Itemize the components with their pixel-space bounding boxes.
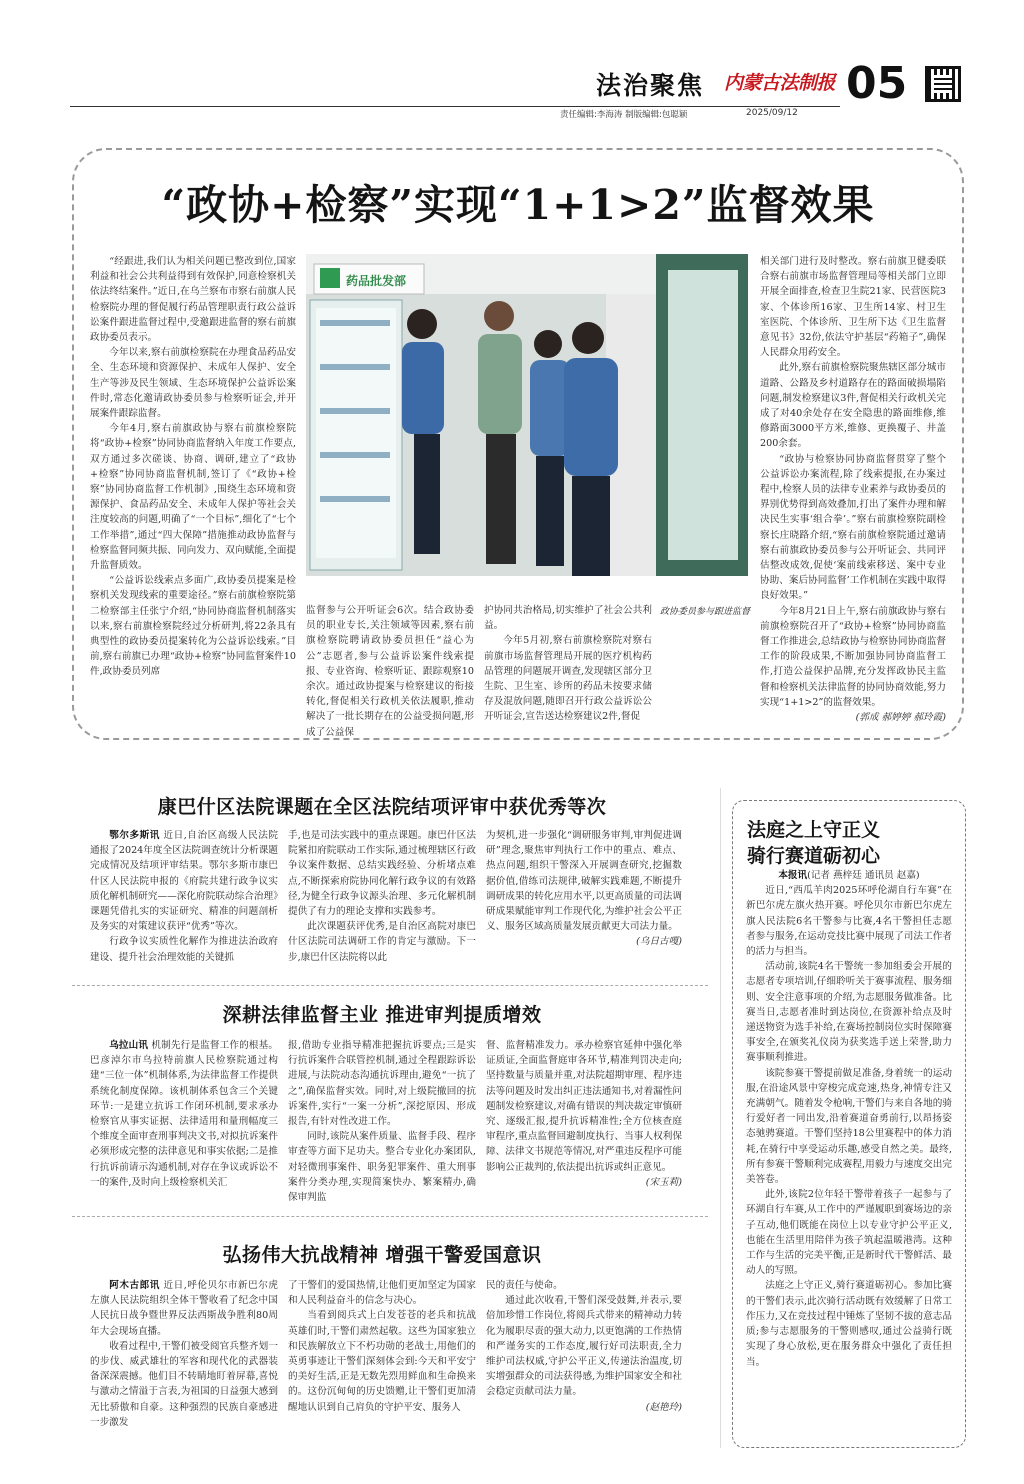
article3-byline: (宋玉莉) — [645, 1176, 682, 1188]
article2-paragraph: 行政争议实质性化解作为推进法治政府建设、提升社会治理效能的关键抓 — [90, 936, 278, 963]
article4-dateline: 阿木古郎讯 — [109, 1280, 160, 1291]
masthead-rule — [70, 106, 840, 107]
sidebar-reporters: (记者 燕梓廷 通讯员 赵嘉) — [807, 870, 920, 881]
article3-paragraph: 同时,该院从案件质量、监督手段、程序审查等方面下足功夫。整合专业化办案团队,对轻微刑事案件、职务犯罪案件、重大刑事案件分类办理,实现简案快办、繁案精办,确保审判监 — [288, 1131, 476, 1204]
lead-column-2 — [306, 603, 474, 738]
article4-paragraph: 了干警们的爱国热情,让他们更加坚定为国家和人民利益奋斗的信念与决心。 — [288, 1280, 476, 1307]
article2-paragraph: 为契机,进一步强化“调研服务审判,审判促进调研”理念,聚焦审判执行工作中的重点、难点、热点问题,组织干警深入开展调查研究,挖掘数据价值,借练司法规律,破解实践难题,不断提升调研成果的转化应用水平,以更高质量的司法调研成果赋能审判工作现代化,为维护社会公平正义、服务区域高质量发展贡献更大司法力量。 — [486, 830, 682, 933]
lead-paragraph: “政协与检察协同协商监督贯穿了整个公益诉讼办案流程,除了线索提报,在办案过程中,检察人员的法律专业素养与政协委员的界别优势得到高效叠加,打出了案件办理和解决民生实事‘组合拳’。”察右前旗检察院副检察长庄晓路介绍,“察右前旗检察院通过邀请察右前旗政协委员参与公开听证会、共同评估整改成效,促使‘案前线索移送、案中专业协助、案后协同监督’工作机制在实践中取得良好效果。” — [760, 453, 946, 602]
lead-headline: “政协+检察”实现“1+1>2”监督效果 — [161, 181, 875, 229]
section-divider — [72, 985, 708, 986]
article3-dateline: 乌拉山讯 — [109, 1040, 149, 1051]
sidebar-paragraph: 此外,该院2位年轻干警带着孩子一起参与了环湖自行车赛,从工作中的严谨履职到赛场边的亲子互动,他们既能在岗位上以专业守护公平正义,也能在生活里用陪伴为孩子筑起温暖港湾。这种工作与生活的完美平衡,正是新时代干警鲜活、最动人的写照。 — [746, 1189, 952, 1277]
column-rule — [720, 788, 721, 1448]
article4-column-3 — [486, 1278, 682, 1444]
lead-paragraph: 今年8月21日上午,察右前旗政协与察右前旗检察院召开了“政协+检察”协同协商监督工作推进会,总结政协与检察协同协商监督工作的阶段成果,不断加强协同协商监督工作,打造公益保护品牌,充分发挥政协民主监督和检察机关法律监督的协同协商效能,努力实现“1+1>2”的监督效果。 — [760, 605, 946, 708]
sidebar-title-line-2: 骑行赛道砺初心 — [747, 845, 881, 867]
article2-paragraph: 此次课题获评优秀,是自治区高院对康巴什区法院司法调研工作的肯定与激励。下一步,康巴什区法院将以此 — [288, 921, 476, 963]
lead-photo — [306, 254, 748, 576]
lead-column-4 — [760, 254, 946, 732]
article3-headline: 深耕法律监督主业 推进审判提质增效 — [222, 1004, 542, 1026]
sidebar-paragraph: 该院参赛干警提前做足准备,身着统一的运动服,在沿途风景中穿梭完成竞速,热身,神情专注又充满朝气。随着发令枪响,干警们与来自各地的骑行爱好者一同出发,沿着赛道奋勇前行,以昂扬姿态驰骋赛道。干警们坚持18公里赛程中的体力消耗,在骑行中享受运动乐趣,感受自然之美。最终,所有参赛干警顺利完成赛程,用毅力与速度交出完美答卷。 — [746, 1067, 952, 1186]
article2-dateline: 鄂尔多斯讯 — [109, 830, 160, 841]
article2-headline: 康巴什区法院课题在全区法院结项评审中获优秀等次 — [157, 796, 607, 818]
article3-paragraph: 督、监督精准发力。承办检察官延伸中强化举证质证,全面监督庭审各环节,精准判罚决走向;坚持数量与质量并重,对法院超期审理、程序违法等问题及时发出纠正违法通知书,对着漏性问题制发检察建议,对确有错误的判决裁定审慎研究、逐级汇报,提升抗诉精准性;全方位核查庭审程序,重点监督回避制度执行、当事人权利保障、法律文书规范等情况,对严重违反程序可能影响公正裁判的,依法提出抗诉或纠正意见。 — [486, 1040, 682, 1173]
qr-code-icon — [925, 66, 961, 102]
lead-column-1 — [90, 254, 296, 724]
page-number: 05 — [846, 58, 908, 109]
article2-column-1 — [90, 828, 278, 972]
sidebar-title — [747, 817, 880, 869]
masthead — [0, 58, 1024, 122]
lead-paragraph: “公益诉讼线索点多面广,政协委员提案是检察机关发现线索的重要途径。”察右前旗检察院第二检察部主任张宁介绍,“协同协商监督机制落实以来,察右前旗检察院经过分析研判,将22条具有典型性的政协委员提案转化为公益诉讼线索。”目前,察右前旗已办理“政协+检察”协同监督案件10件,政协委员列席 — [90, 575, 296, 678]
article4-paragraph: 通过此次收看,干警们深受鼓舞,并表示,要倍加珍惜工作岗位,将阅兵式带来的精神动力转化为履职尽责的强大动力,以更饱满的工作热情和严谨务实的工作态度,履行好司法职责,全力维护司法权威,守护公平正义,传递法治温度,切实增强群众的司法获得感,为维护国家安全和社会稳定贡献司法力量。 — [486, 1295, 682, 1398]
newspaper-logo: 内蒙古法制报 — [724, 72, 836, 94]
article3-text: 机制先行是监督工作的根基。巴彦淖尔市乌拉特前旗人民检察院通过构建“三位一体”机制体系,为法律监督工作提供系统化制度保障。该机制体系包含三个关键环节:一是建立抗诉工作闭环机制,要求承办检察官从事实证据、法律适用和量刑幅度三个维度全面审查刑事判决文书,对拟抗诉案件必须形成完整的法律意见和事实依据;二是推行抗诉前请示沟通机制,对存在争议或诉讼不一的案件,及时向上级检察机关汇 — [90, 1040, 278, 1188]
sidebar-paragraph: 近日,“西瓜羊肉2025环呼伦湖自行车赛”在新巴尔虎左旗火热开赛。呼伦贝尔市新巴尔虎左旗人民法院6名干警参与比赛,4名干警担任志愿者参与服务,在运动竞技比赛中展现了司法工作者的活力与担当。 — [746, 885, 952, 958]
photo-caption: 政协委员参与跟进监督 — [659, 607, 750, 617]
article4-text: 近日,呼伦贝尔市新巴尔虎左旗人民法院组织全体干警收看了纪念中国人民抗日战争暨世界反法西斯战争胜利80周年大会现场直播。 — [90, 1280, 278, 1337]
article2-byline: (乌日古嘎) — [636, 936, 682, 948]
article3-column-2 — [288, 1038, 476, 1204]
lead-paragraph: 相关部门进行及时整改。察右前旗卫健委联合察右前旗市场监督管理局等相关部门立即开展全面排查,检查卫生院21家、民营医院3家、个体诊所16家、卫生所14家、村卫生室医院、个体诊所、卫生所下达《卫生监督意见书》32份,依法守护基层“药箱子”,确保人民群众用药安全。 — [760, 256, 946, 359]
article3-column-3 — [486, 1038, 682, 1204]
lead-byline: (郭成 郝婷婷 郝玲霞) — [855, 712, 946, 724]
pharmacy-sign: 药品批发部 — [346, 274, 407, 288]
sidebar-paragraph: 法庭之上守正义,骑行赛道砺初心。参加比赛的干警们表示,此次骑行活动既有效缓解了日常工作压力,又在竞技过程中锤炼了坚韧不拔的意志品质;参与志愿服务的干警则感叹,通过公益骑行既实现了身心放松,更在服务群众中强化了责任担当。 — [746, 1280, 952, 1368]
issue-date: 2025/09/12 — [746, 108, 798, 118]
article2-column-2 — [288, 828, 476, 972]
article3-column-1 — [90, 1038, 278, 1198]
lead-column-3 — [484, 603, 652, 729]
article2-paragraph: 手,也是司法实践中的重点课题。康巴什区法院紧扣府院联动工作实际,通过梳理辖区行政争议案件数据、总结实践经验、分析堵点难点,不断探索府院协同化解行政争议的有效路径,为健全行政争议源头治理、多元化解机制提供了有力的理论支撑和实践参考。 — [288, 830, 476, 918]
article2-text: 近日,自治区高级人民法院通报了2024年度全区法院调查统计分析课题完成情况及结项评审结果。鄂尔多斯市康巴什区人民法院申报的《府院共建行政争议实质化解机制研究——深化府院联动综合治理》课题凭借扎实的实证研究、精准的问题剖析及务实的对策建议获评“优秀”等次。 — [90, 830, 278, 933]
lead-paragraph: 护协同共治格局,切实维护了社会公共利益。 — [484, 605, 652, 632]
article4-paragraph: 当看到阅兵式上白发苍苍的老兵和抗战英雄们时,干警们肃然起敬。这些为国家独立和民族解放立下不朽功勋的老战士,用他们的英勇事迹让干警们深刻体会到:今天和平安宁的美好生活,正是无数先烈用鲜血和生命换来的。这份沉甸甸的历史馈赠,让干警们更加清醒地认识到自己肩负的守护平安、服务人 — [288, 1310, 476, 1413]
lead-paragraph: “经跟进,我们认为相关问题已整改到位,国家利益和社会公共利益得到有效保护,同意检察机关依法终结案件。”近日,在乌兰察布市察右前旗人民检察院办理的督促履行药品管理职责行政公益诉讼案件跟进监督过程中,受邀跟进监督的察右前旗政协委员表示。 — [90, 256, 296, 344]
article4-column-1 — [90, 1278, 278, 1438]
lead-paragraph: 此外,察右前旗检察院聚焦辖区部分城市道路、公路及乡村道路存在的路面破损塌陷问题,制发检察建议3件,督促相关行政机关完成了对40余处存在安全隐患的路面维修,维修路面3000平方米,维修、更换覆子、井盖200余套。 — [760, 362, 946, 450]
article4-byline: (赵艳玲) — [645, 1401, 682, 1413]
article4-column-2 — [288, 1278, 476, 1438]
article4-headline: 弘扬伟大抗战精神 增强干警爱国意识 — [222, 1244, 542, 1266]
sidebar-body — [746, 868, 952, 1440]
article2-column-3 — [486, 828, 682, 978]
lead-paragraph: 今年5月初,察右前旗检察院对察右前旗市场监督管理局开展的医疗机构药品管理的问题展开调查,发现辖区部分卫生院、卫生室、诊所的药品未按要求储存及混放问题,随即召开行政公益诉讼公开听证会,宣告送达检察建议2件,督促 — [484, 635, 652, 723]
photo-illustration — [306, 254, 748, 576]
lead-paragraph: 监督参与公开听证会6次。结合政协委员的职业专长,关注领域等因素,察右前旗检察院聘请政协委员担任“益心为公”志愿者,参与公益诉讼案件线索提报、专业咨询、检察听证、跟踪观察10余次。通过政协提案与检察建议的衔接转化,督促相关行政机关依法履职,推动解决了一批长期存在的公益受损问题,形成了公益保 — [306, 605, 474, 738]
lead-paragraph: 今年4月,察右前旗政协与察右前旗检察院将“政协+检察”协同协商监督纳入年度工作要点,双方通过多次磋谈、协商、调研,建立了“政协+检察”协同协商监督机制,签订了《“政协+检察”协同协商监督工作机制》,围绕生态环境和资源保护、食品药品安全、未成年人保护等社会关注度较高的问题,明确了“一个目标”,细化了“七个工作举措”,通过“四大保障”措施推动政协监督与检察监督同频共振、同向发力、双向赋能,全面提升监督质效。 — [90, 423, 296, 572]
sidebar-dateline: 本报讯 — [778, 870, 808, 881]
article4-paragraph: 民的责任与使命。 — [486, 1280, 563, 1291]
article3-paragraph: 报,借助专业指导精准把握抗诉要点;三是实行抗诉案件合联管控机制,通过全程跟踪诉讼进展,与法院动态沟通抗诉理由,避免“一抗了之”,确保监督实效。同时,对上级院撤回的抗诉案件,实行“一案一分析”,深挖原因、形成报告,有针对性改进工作。 — [288, 1040, 476, 1128]
section-title: 法治聚焦 — [596, 71, 705, 100]
section-divider — [72, 1216, 708, 1217]
article4-paragraph: 收看过程中,干警们被受阅官兵整齐划一的步伐、威武雄壮的军容和现代化的武器装备深深震撼。他们目不转睛地盯着屏幕,喜悦与激动之情溢于言表,为祖国的日益强大感到无比骄傲和自豪。这种强烈的民族自豪感进一步激发 — [90, 1340, 278, 1428]
sidebar-paragraph: 活动前,该院4名干警统一参加组委会开展的志愿者专项培训,仔细聆听关于赛事流程、服务细则、安全注意事项的介绍,为志愿服务做准备。比赛当日,志愿者准时到达岗位,在资源补给点及时递送物资为选手补给,在赛场控制岗位实时保障赛事安全,在颁奖礼仪岗为获奖选手送上荣誉,助力赛事顺利推进。 — [746, 961, 952, 1064]
editors-credit: 责任编辑:李海涛 制版编辑:包聪颖 — [560, 110, 688, 120]
lead-paragraph: 今年以来,察右前旗检察院在办理食品药品安全、生态环境和资源保护、未成年人保护、安全生产等涉及民生领域、生态环境保护公益诉讼案件时,常态化邀请政协委员参与检察听证会,并开展案件跟踪监督。 — [90, 347, 296, 420]
sidebar-title-line-1: 法庭之上守正义 — [747, 819, 881, 841]
